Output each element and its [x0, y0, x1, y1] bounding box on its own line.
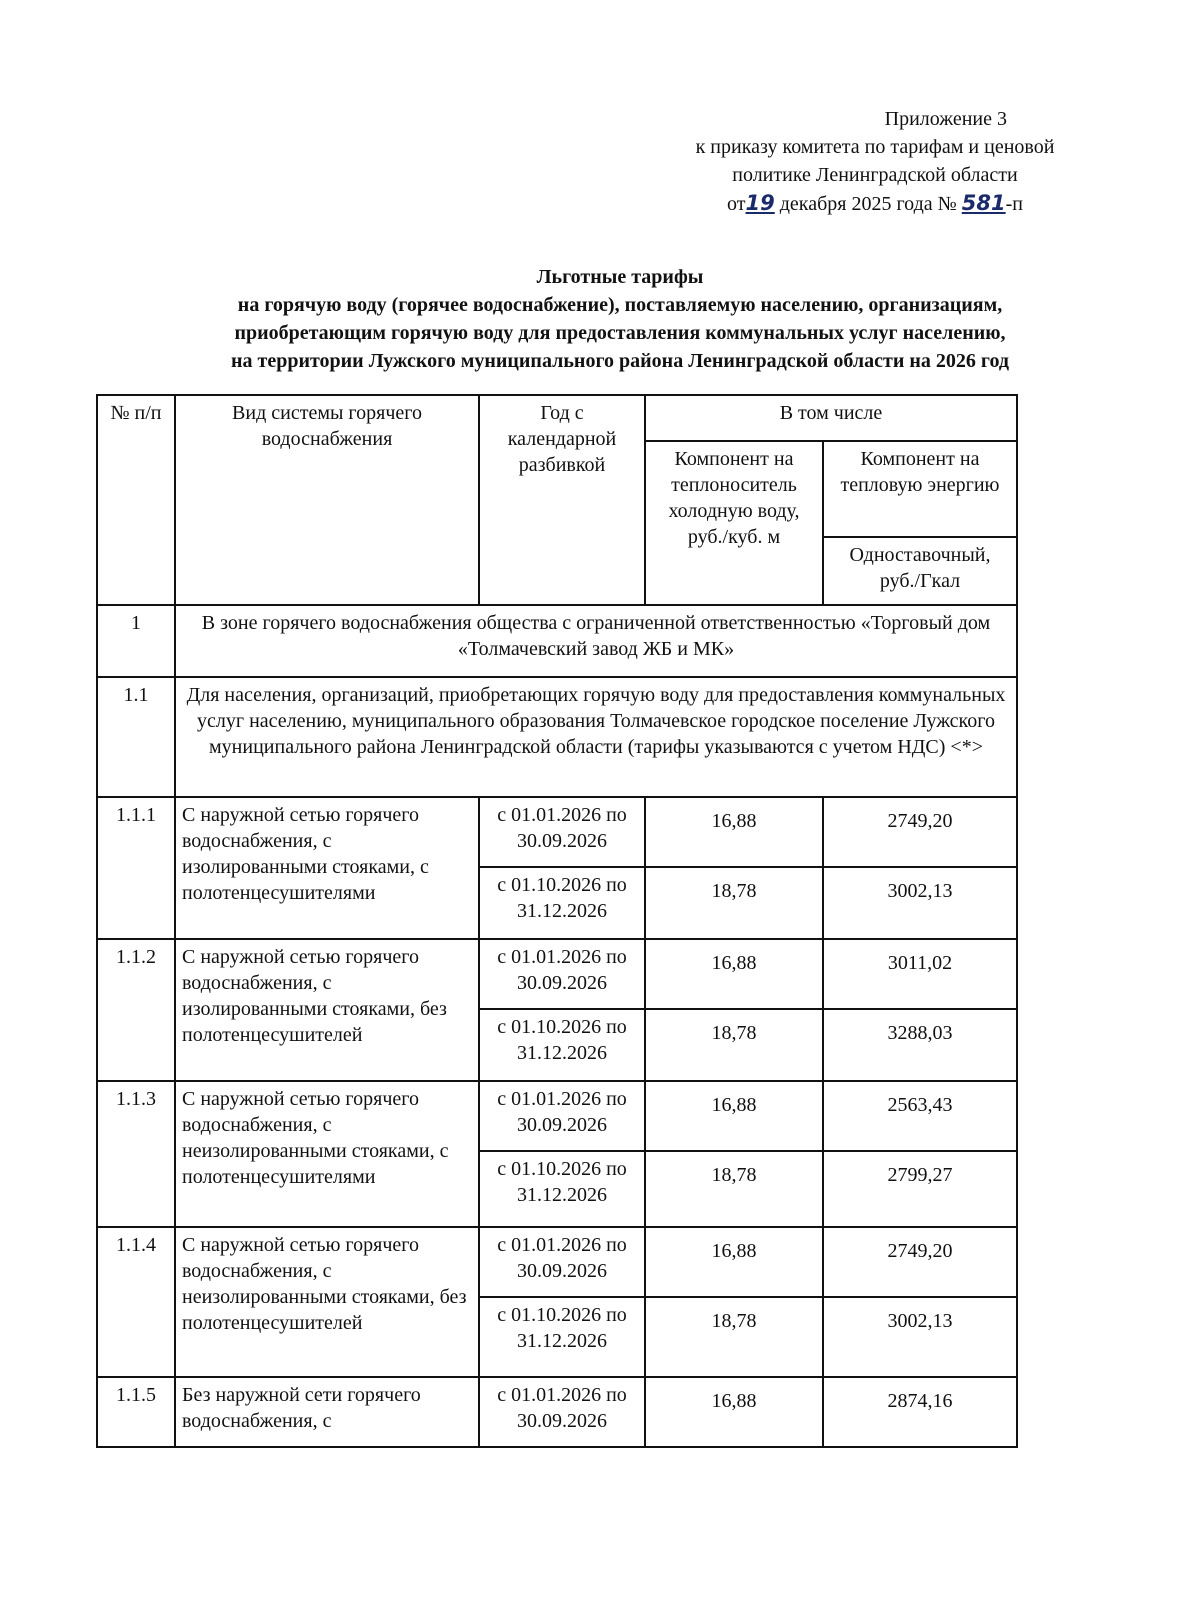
section-text: В зоне горячего водоснабжения общества с ограниченной ответственностью «Торговый дом «Толмачевский завод ЖБ и МК» [175, 605, 1017, 677]
row-heat-value: 3002,13 [823, 1297, 1017, 1377]
title-line-3: приобретающим горячую воду для предоставления коммунальных услуг населению, [234, 322, 1006, 344]
header-system-type: Вид системы горячего водоснабжения [175, 395, 479, 605]
row-period: с 01.10.2026 по 31.12.2026 [479, 1009, 645, 1081]
row-period: с 01.10.2026 по 31.12.2026 [479, 1297, 645, 1377]
subsection-text: Для населения, организаций, приобретающих горячую воду для предоставления коммунальных услуг населению, муниципального образования Толмачевское городское поселение Лужского муниципального района Ленинградской области (тарифы указываются с учетом НДС) <*> [175, 677, 1017, 797]
row-carrier-value: 18,78 [645, 867, 823, 939]
appendix-order-line: к приказу комитета по тарифам и ценовой [695, 136, 1055, 158]
handwritten-number: 581 [961, 191, 1006, 215]
row-carrier-value: 16,88 [645, 939, 823, 1009]
row-carrier-value: 16,88 [645, 1377, 823, 1447]
row-num: 1.1.1 [97, 797, 175, 939]
handwritten-day: 19 [745, 191, 775, 215]
table-row [97, 1377, 1017, 1447]
row-description: С наружной сетью горячего водоснабжения, с изолированными стояками, без полотенцесушителей [175, 939, 479, 1081]
row-carrier-value: 16,88 [645, 1227, 823, 1297]
row-num: 1.1.2 [97, 939, 175, 1081]
title-line-1: Льготные тарифы [536, 266, 704, 288]
row-num: 1.1.4 [97, 1227, 175, 1377]
row-carrier-value: 16,88 [645, 1081, 823, 1151]
number-suffix: -п [1005, 193, 1023, 215]
document-title [140, 263, 1100, 375]
row-heat-value: 2799,27 [823, 1151, 1017, 1227]
row-carrier-value: 16,88 [645, 797, 823, 867]
row-description: С наружной сетью горячего водоснабжения, с неизолированными стояками, без полотенцесушителей [175, 1227, 479, 1377]
row-period: с 01.01.2026 по 30.09.2026 [479, 797, 645, 867]
row-period: с 01.10.2026 по 31.12.2026 [479, 1151, 645, 1227]
row-description: С наружной сетью горячего водоснабжения, с неизолированными стояками, с полотенцесушителями [175, 1081, 479, 1227]
header-heat-component: Компонент на тепловую энергию [823, 441, 1017, 537]
row-carrier-value: 18,78 [645, 1009, 823, 1081]
header-heat-single-rate: Одноставочный, руб./Гкал [823, 537, 1017, 605]
appendix-date-line [645, 189, 1105, 218]
subsection-row [97, 677, 1017, 797]
row-description: Без наружной сети горячего водоснабжения, с [175, 1377, 479, 1447]
section-num: 1 [97, 605, 175, 677]
row-heat-value: 3288,03 [823, 1009, 1017, 1081]
title-line-2: на горячую воду (горячее водоснабжение), поставляемую населению, организациям, [237, 294, 1003, 316]
row-num: 1.1.3 [97, 1081, 175, 1227]
row-heat-value: 2749,20 [823, 1227, 1017, 1297]
row-description: С наружной сетью горячего водоснабжения, с изолированными стояками, с полотенцесушителями [175, 797, 479, 939]
table-header-row [97, 395, 1017, 441]
subsection-num: 1.1 [97, 677, 175, 797]
row-carrier-value: 18,78 [645, 1297, 823, 1377]
header-num: № п/п [97, 395, 175, 605]
table-row [97, 1081, 1017, 1151]
row-heat-value: 2874,16 [823, 1377, 1017, 1447]
appendix-committee-line: политике Ленинградской области [732, 164, 1018, 186]
appendix-header [645, 105, 1105, 218]
date-prefix: от [727, 193, 746, 215]
row-period: с 01.01.2026 по 30.09.2026 [479, 1227, 645, 1297]
table-row [97, 939, 1017, 1009]
header-carrier-component: Компонент на теплоноситель холодную воду, руб./куб. м [645, 441, 823, 605]
table-row [97, 797, 1017, 867]
row-period: с 01.01.2026 по 30.09.2026 [479, 1081, 645, 1151]
row-period: с 01.10.2026 по 31.12.2026 [479, 867, 645, 939]
header-year: Год с календарной разбивкой [479, 395, 645, 605]
title-line-4: на территории Лужского муниципального района Ленинградской области на 2026 год [230, 350, 1009, 372]
row-heat-value: 2563,43 [823, 1081, 1017, 1151]
row-period: с 01.01.2026 по 30.09.2026 [479, 1377, 645, 1447]
date-middle: декабря 2025 года № [779, 193, 957, 215]
tariff-table [96, 394, 1018, 1448]
row-heat-value: 3011,02 [823, 939, 1017, 1009]
row-period: с 01.01.2026 по 30.09.2026 [479, 939, 645, 1009]
row-heat-value: 3002,13 [823, 867, 1017, 939]
section-row [97, 605, 1017, 677]
header-including: В том числе [645, 395, 1017, 441]
row-heat-value: 2749,20 [823, 797, 1017, 867]
table-row [97, 1227, 1017, 1297]
row-num: 1.1.5 [97, 1377, 175, 1447]
row-carrier-value: 18,78 [645, 1151, 823, 1227]
appendix-title: Приложение 3 [884, 108, 1007, 130]
